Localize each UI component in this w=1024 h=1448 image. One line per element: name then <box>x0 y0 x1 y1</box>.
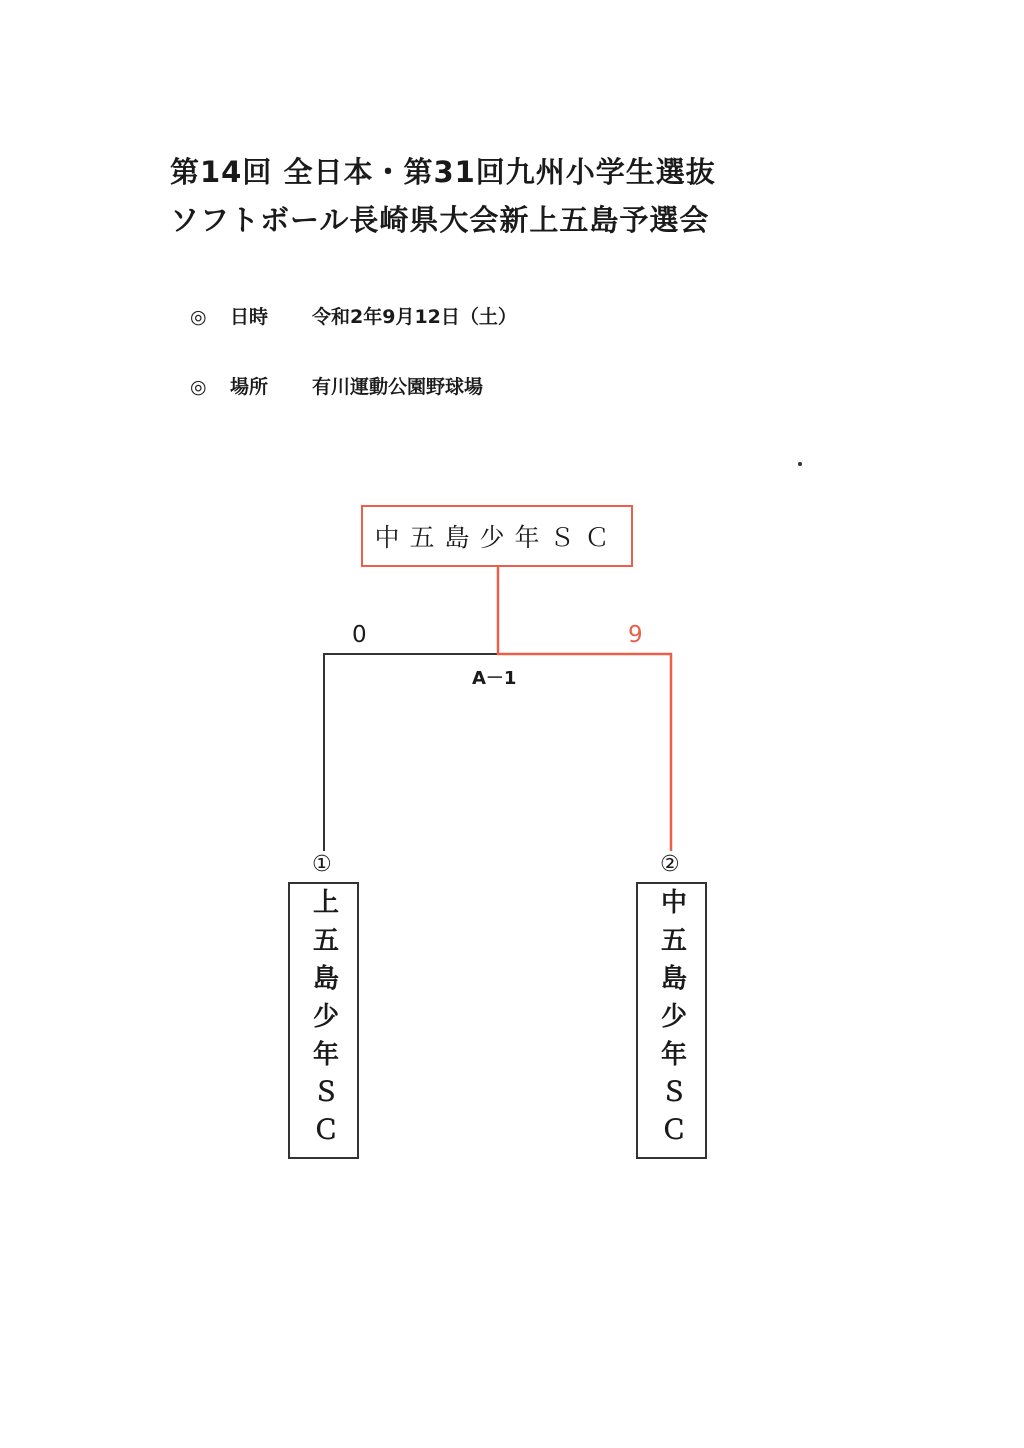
left-team-name: 上五島少年ＳＣ <box>308 888 339 1154</box>
date-value: 令和2年9月12日（土） <box>312 306 517 328</box>
right-team-name: 中五島少年ＳＣ <box>656 888 687 1154</box>
title-line-1: 第14回 全日本・第31回九州小学生選抜 <box>170 155 716 189</box>
winner-box <box>361 505 633 567</box>
left-seed-number: ① <box>312 852 332 877</box>
scan-speck <box>798 462 802 466</box>
date-label: 日時 <box>230 306 269 328</box>
venue-label: 場所 <box>230 376 269 398</box>
winner-team-name: 中五島少年ＳＣ <box>374 523 620 552</box>
right-seed-number: ② <box>660 852 680 877</box>
right-team-box <box>636 882 707 1159</box>
right-score: 9 <box>628 622 643 648</box>
winner-bracket-line <box>498 567 671 851</box>
bullet-mark: ◎ <box>190 306 207 328</box>
venue-value: 有川運動公園野球場 <box>312 376 484 398</box>
title-line-2: ソフトボール長崎県大会新上五島予選会 <box>170 203 710 237</box>
left-team-box <box>288 882 359 1159</box>
left-score: 0 <box>352 622 367 648</box>
bullet-mark: ◎ <box>190 376 207 398</box>
match-label: A－1 <box>472 668 517 689</box>
